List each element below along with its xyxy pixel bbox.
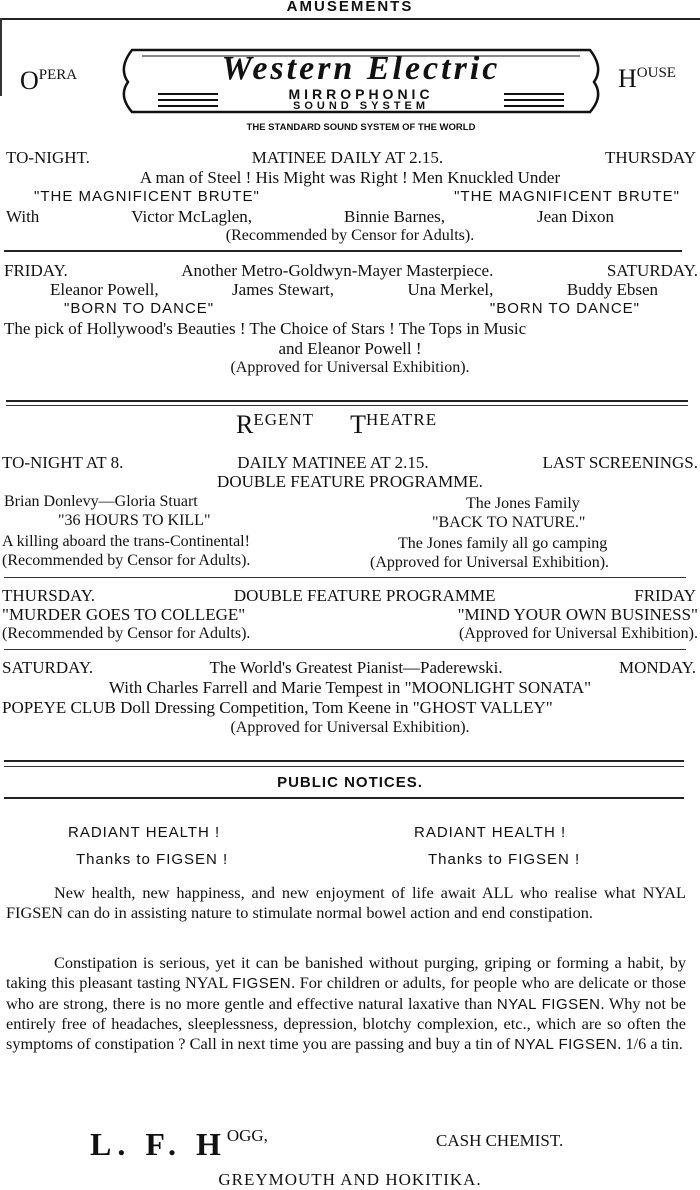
film-title: "MURDER GOES TO COLLEGE"	[2, 605, 246, 624]
row-right: FRIDAY	[634, 586, 696, 605]
divider	[6, 400, 688, 402]
regent-right-desc: The Jones family all go camping	[398, 535, 608, 552]
logo-line2: MIRROPHONIC	[288, 86, 434, 102]
censor-note: (Approved for Universal Exhibition).	[458, 625, 698, 642]
divider	[4, 250, 682, 252]
opera-tagline: A man of Steel ! His Might was Right ! Men Knuckled Under	[139, 168, 561, 187]
para-text: . Why not be entirely free of headaches, sleeplessness, depression, blotchy complexion, etc., which are so often the symptoms of constipation ? Call in next time you are passing and buy a tin of	[6, 993, 686, 1054]
row-right: THURSDAY	[604, 148, 696, 167]
regent-cap: R	[236, 410, 254, 439]
regent-censors2	[2, 625, 698, 643]
regent-right-censor: (Approved for Universal Exhibition).	[370, 554, 610, 571]
censor-note: (Recommended by Censor for Adults).	[2, 625, 251, 642]
cast-item: Binnie Barnes,	[344, 207, 446, 226]
opera-label	[20, 66, 77, 96]
divider	[4, 577, 686, 578]
para-text: New health, new happiness, and new enjoyment of life await ALL who realise what	[54, 883, 643, 902]
row-left: SATURDAY.	[2, 658, 94, 677]
cast-item: James Stewart,	[232, 280, 335, 299]
cast-item: Jean Dixon	[537, 207, 614, 226]
opera-rest: PERA	[38, 67, 78, 83]
regent-left-desc: A killing aboard the trans-Continental!	[2, 533, 250, 550]
regent-sonata: With Charles Farrell and Marie Tempest in "MOONLIGHT SONATA"	[108, 678, 592, 697]
regent-approved: (Approved for Universal Exhibition).	[230, 719, 470, 736]
para-text: Constipation is serious, yet it can be banished without purging, griping or forming a habit, by taking this pleasant tasting NYAL	[6, 953, 686, 992]
regent-row1	[2, 453, 698, 473]
divider	[4, 760, 684, 762]
film-title: "THE MAGNIFICENT BRUTE"	[454, 188, 680, 205]
regent-title	[236, 410, 437, 440]
brand-name: NYAL FIGSEN	[496, 995, 601, 1013]
regent-left-title: "36 HOURS TO KILL"	[58, 512, 211, 529]
row-center: Another Metro-Goldwyn-Mayer Masterpiece.	[181, 261, 494, 280]
opera-row2	[4, 261, 698, 281]
cast-item: Buddy Ebsen	[566, 280, 658, 299]
film-title: "BORN TO DANCE"	[64, 300, 215, 317]
theatre-cap: T	[350, 410, 366, 439]
opera-pick-line2: and Eleanor Powell !	[278, 339, 422, 358]
regent-double-feature: DOUBLE FEATURE PROGRAMME.	[217, 472, 483, 491]
chemist-name-main: L. F. H	[90, 1126, 227, 1162]
divider	[0, 18, 700, 20]
opera-cast2	[50, 280, 658, 300]
logo-line3: SOUND SYSTEM	[292, 100, 429, 112]
notice-sub-right: Thanks to FIGSEN !	[428, 851, 581, 868]
row-left: TO-NIGHT.	[6, 148, 90, 167]
row-center: MATINEE DAILY AT 2.15.	[251, 148, 444, 167]
divider	[4, 766, 684, 767]
row-center: DOUBLE FEATURE PROGRAMME	[233, 586, 496, 605]
opera-censor: (Recommended by Censor for Adults).	[225, 227, 475, 244]
para-text: NYAL FIGSEN	[6, 883, 686, 922]
opera-row1	[6, 148, 696, 168]
opera-cap: O	[20, 66, 39, 95]
brand-name: NYAL FIGSEN	[514, 1036, 618, 1054]
row-left: FRIDAY.	[4, 261, 68, 280]
chemist-title: CASH CHEMIST.	[436, 1131, 564, 1150]
row-right: SATURDAY.	[606, 261, 698, 280]
regent-left-cast: Brian Donlevy—Gloria Stuart	[4, 493, 198, 510]
para-text: can do in assisting nature to stimulate normal bowel action and end constipation.	[63, 902, 593, 922]
regent-left-censor: (Recommended by Censor for Adults).	[2, 552, 251, 569]
notice-paragraph-1	[6, 883, 686, 923]
notice-sub-left: Thanks to FIGSEN !	[76, 851, 229, 868]
divider	[4, 797, 684, 799]
section-title-amusements: AMUSEMENTS	[286, 0, 414, 15]
film-title: "MIND YOUR OWN BUSINESS"	[457, 605, 698, 624]
chemist-name-rest: OGG,	[226, 1126, 268, 1145]
opera-cast	[6, 207, 614, 227]
row-center: DAILY MATINEE AT 2.15.	[237, 453, 429, 472]
cast-item: Una Merkel,	[407, 280, 494, 299]
notice-headline-left: RADIANT HEALTH !	[68, 824, 221, 841]
cast-item: With	[6, 207, 40, 226]
section-title-notices: PUBLIC NOTICES.	[277, 774, 423, 791]
chemist-location: GREYMOUTH AND HOKITIKA.	[218, 1170, 482, 1189]
divider	[6, 405, 688, 406]
opera-titles	[34, 188, 680, 205]
house-rest: OUSE	[636, 65, 676, 81]
opera-approved: (Approved for Universal Exhibition).	[230, 359, 470, 376]
western-electric-logo	[118, 46, 604, 133]
row-right: LAST SCREENINGS.	[542, 453, 698, 472]
house-cap: H	[618, 64, 637, 93]
para-text: . For children or adults, for people who are delicate or those who are strong, there is no more gentle and effective natural laxative than	[6, 972, 686, 1013]
notice-headline-right: RADIANT HEALTH !	[414, 824, 567, 841]
regent-popeye: POPEYE CLUB Doll Dressing Competition, Tom Keene in "GHOST VALLEY"	[2, 698, 553, 717]
opera-titles2	[64, 300, 640, 317]
cast-item: Victor McLaglen,	[131, 207, 253, 226]
row-center: The World's Greatest Pianist—Paderewski.	[209, 658, 503, 677]
regent-titles2	[2, 605, 698, 625]
brand-name: FIGSEN	[232, 974, 292, 992]
film-title: "THE MAGNIFICENT BRUTE"	[34, 188, 260, 205]
theatre-rest: HEATRE	[365, 410, 438, 429]
logo-tagline: THE STANDARD SOUND SYSTEM OF THE WORLD	[246, 122, 476, 133]
border-left	[0, 18, 2, 96]
divider	[4, 649, 686, 650]
row-right: MONDAY.	[618, 658, 696, 677]
row-left: THURSDAY.	[2, 586, 96, 605]
regent-right-title: "BACK TO NATURE."	[432, 514, 586, 531]
regent-row3	[2, 658, 696, 678]
cast-item: Eleanor Powell,	[50, 280, 159, 299]
chemist-name	[90, 1126, 268, 1163]
house-label	[618, 64, 676, 94]
para-text: . 1/6 a tin.	[617, 1034, 683, 1054]
notice-paragraph-2	[6, 953, 686, 1055]
regent-rest: EGENT	[253, 410, 315, 429]
opera-pick-line1: The pick of Hollywood's Beauties ! The Choice of Stars ! The Tops in Music	[4, 319, 527, 338]
regent-right-cast: The Jones Family	[466, 495, 580, 512]
film-title: "BORN TO DANCE"	[489, 300, 640, 317]
regent-row2	[2, 586, 696, 606]
row-left: TO-NIGHT AT 8.	[2, 453, 124, 472]
logo-brand: Western Electric	[221, 50, 501, 87]
